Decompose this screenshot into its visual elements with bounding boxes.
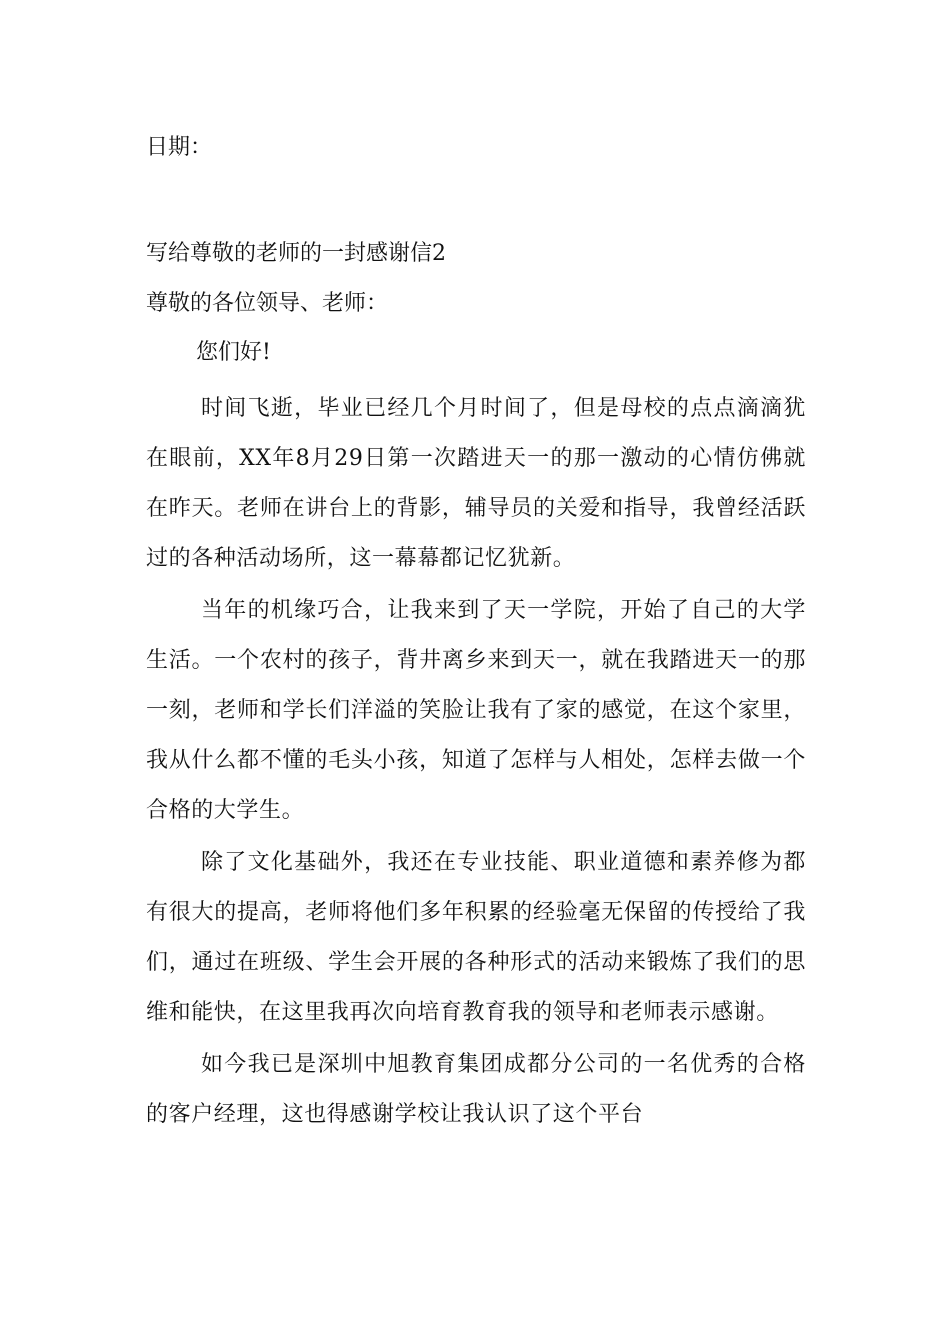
body-paragraph-3: 除了文化基础外，我还在专业技能、职业道德和素养修为都有很大的提高，老师将他们多年积累的经验毫无保留的传授给了我们，通过在班级、学生会开展的各种形式的活动来锻炼了我们的思维和能快，在这里我再次向培育教育我的领导和老师表示感谢。 <box>146 850 806 1025</box>
salutation: 尊敬的各位领导、老师： <box>146 291 389 316</box>
date-label: 日期： <box>146 135 213 160</box>
greeting: 您们好! <box>196 340 271 365</box>
document-page <box>146 128 806 1140</box>
body-paragraph-1: 时间飞逝，毕业已经几个月时间了，但是母校的点点滴滴犹在眼前，XX年8月29日第一次踏进天一的那一激动的心情仿佛就在昨天。老师在讲台上的背影，辅导员的关爱和指导，我曾经活跃过的各种活动场所，这一幕幕都记忆犹新。 <box>146 396 806 571</box>
body-paragraph-4: 如今我已是深圳中旭教育集团成都分公司的一名优秀的合格的客户经理，这也得感谢学校让我认识了这个平台 <box>146 1052 806 1127</box>
letter-title: 写给尊敬的老师的一封感谢信2 <box>146 241 446 266</box>
body-paragraph-2: 当年的机缘巧合，让我来到了天一学院，开始了自己的大学生活。一个农村的孩子，背井离乡来到天一，就在我踏进天一的那一刻，老师和学长们洋溢的笑脸让我有了家的感觉，在这个家里，我从什么都不懂的毛头小孩，知道了怎样与人相处，怎样去做一个合格的大学生。 <box>146 598 806 823</box>
